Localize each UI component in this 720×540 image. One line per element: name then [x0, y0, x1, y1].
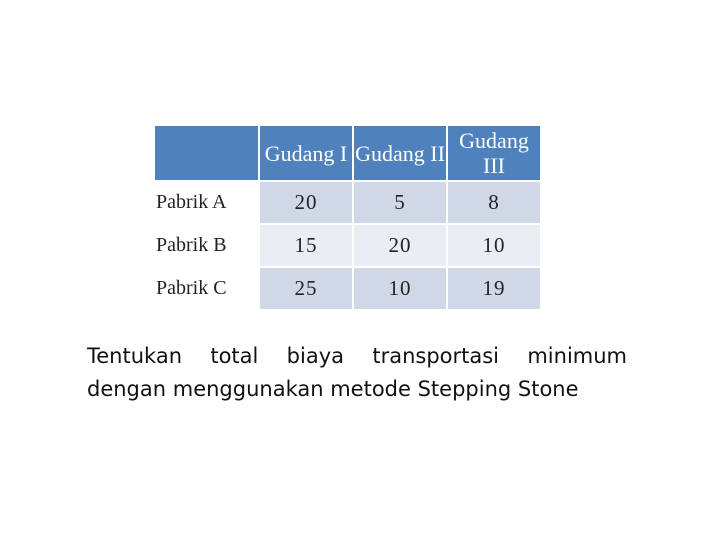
table-cell: 20	[260, 182, 352, 223]
table-row	[155, 225, 540, 266]
row-header-pabrik-a: Pabrik A	[155, 182, 258, 223]
table-cell: 10	[354, 268, 446, 309]
table-cell: 10	[448, 225, 540, 266]
column-header-gudang-3: Gudang III	[448, 126, 540, 180]
table-cell: 8	[448, 182, 540, 223]
table-cell: 20	[354, 225, 446, 266]
table-cell: 5	[354, 182, 446, 223]
column-header-gudang-2: Gudang II	[354, 126, 446, 180]
column-header-gudang-1: Gudang I	[260, 126, 352, 180]
table-header-row	[155, 126, 540, 180]
table-row	[155, 182, 540, 223]
instruction-text	[87, 340, 627, 406]
instruction-line-2: dengan menggunakan metode Stepping Stone	[87, 377, 579, 401]
row-header-pabrik-c: Pabrik C	[155, 268, 258, 309]
instruction-line-1: Tentukan total biaya transportasi minimum	[87, 344, 627, 368]
table-row	[155, 268, 540, 309]
row-header-pabrik-b: Pabrik B	[155, 225, 258, 266]
table-cell: 19	[448, 268, 540, 309]
table-corner-cell	[155, 126, 258, 180]
transport-cost-table	[153, 124, 542, 311]
table-cell: 15	[260, 225, 352, 266]
table-cell: 25	[260, 268, 352, 309]
